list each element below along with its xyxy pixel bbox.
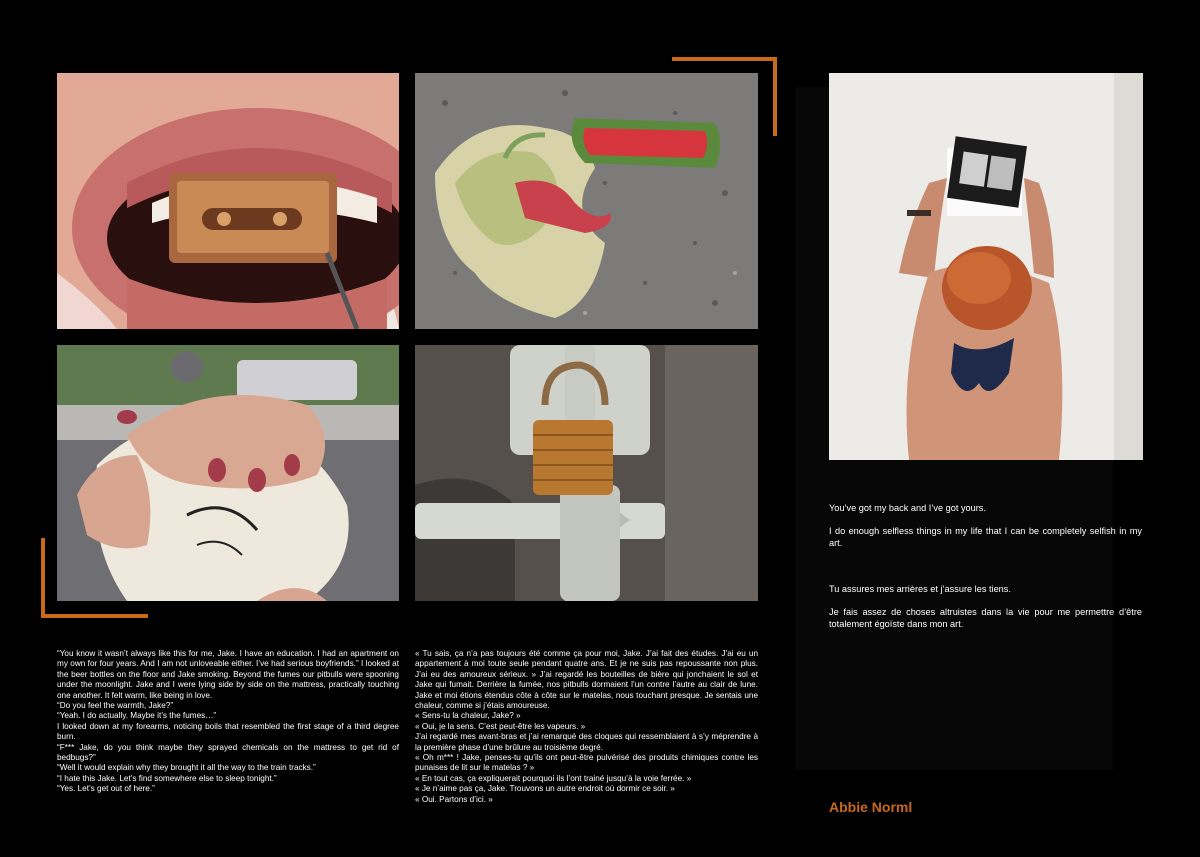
story-fr-paragraph: « Tu sais, ça n’a pas toujours été comme ça pour moi, Jake. J’ai fait des études. J’ai eu un appartement à moi toute seule pendant quatre ans. Et je ne suis pas repoussante non plus. J’ai eu des amoureux sérieux. » J’ai regardé les bouteilles de bière qui jonchaient le sol et Jake qui fumait. Derrière la fumée, nos pitbulls dormaient l’un contre l’autre au clair de lune. Jake et moi étions étendus côte à côte sur le matelas, nous touchant presque. Je sentais une chaleur, comme si j’étais amoureuse.	[415, 649, 758, 711]
story-fr-line: « Oui. Partons d’ici. »	[415, 794, 493, 804]
story-en-line: “F*** Jake, do you think maybe they sprayed chemicals on the mattress to get rid of bedbugs?”	[57, 742, 399, 763]
statement-en-line: I do enough selfless things in my life that I can be completely selfish in my art.	[829, 526, 1142, 548]
story-en-line: “Do you feel the warmth, Jake?”	[57, 701, 174, 711]
story-en-line: “Well it would explain why they brought it all the way to the train tracks.”	[57, 763, 316, 773]
story-fr-line: « Sens-tu la chaleur, Jake? »	[415, 711, 521, 721]
story-en-paragraph: “You know it wasn’t always like this for me, Jake. I have an education. I had an apartment on my own for four years. And I am not unloveable either. I’ve had serious boyfriends.” I looked at the beer bottles on the floor and Jake smoking. Beyond the fumes our pitbulls were spooning under the moonlight. Jake and I were lying side by side on the mattress, practically touching one another. It felt warm, like being in love.	[57, 649, 399, 700]
story-fr-line: « Oh m*** ! Jake, penses-tu qu’ils ont peut-être pulvérisé des produits chimiques contre les punaises de lit sur le matelas ? »	[415, 753, 758, 773]
photo-hand-crushing-cup	[57, 345, 399, 601]
story-en-line: “Yeah. I do actually. Maybe it’s the fumes…”	[57, 711, 217, 721]
photo-padlock-pipe	[415, 345, 758, 601]
story-fr-line: « Oui, je la sens. C’est peut-être les vapeurs. »	[415, 721, 586, 731]
statement-spacer	[829, 561, 1142, 584]
story-fr-line: « En tout cas, ça expliquerait pourquoi ils l’ont trainé jusqu’à la voie ferrée. »	[415, 773, 692, 783]
story-en-line: I looked down at my forearms, noticing boils that resembled the first stage of a third degree burn.	[57, 721, 399, 742]
story-en-line: “I hate this Jake. Let’s find somewhere else to sleep tonight.”	[57, 773, 277, 783]
story-english	[57, 649, 399, 795]
story-en-line: “Yes. Let’s get out of here.”	[57, 784, 155, 794]
artist-statement	[829, 503, 1142, 642]
story-fr-line: J’ai regardé mes avant-bras et j’ai remarqué des cloques qui ressemblaient à s’y méprendre à la première phase d’une brûlure au troisième degré.	[415, 732, 758, 752]
statement-fr-line: Je fais assez de choses altruistes dans la vie pour me permettre d’être totalement égoïste dans mon art.	[829, 607, 1142, 629]
photo-watermelon-rind	[415, 73, 758, 329]
photo-woman-pinning-photo	[829, 73, 1143, 460]
story-french	[415, 649, 758, 805]
author-name: Abbie Norml	[829, 799, 913, 815]
statement-en-line: You’ve got my back and I’ve got yours.	[829, 503, 986, 513]
story-fr-line: « Je n’aime pas ça, Jake. Trouvons un autre endroit où dormir ce soir. »	[415, 784, 675, 794]
statement-fr-line: Tu assures mes arrières et j’assure les tiens.	[829, 583, 1011, 594]
photo-mouth-cassette	[57, 73, 399, 329]
